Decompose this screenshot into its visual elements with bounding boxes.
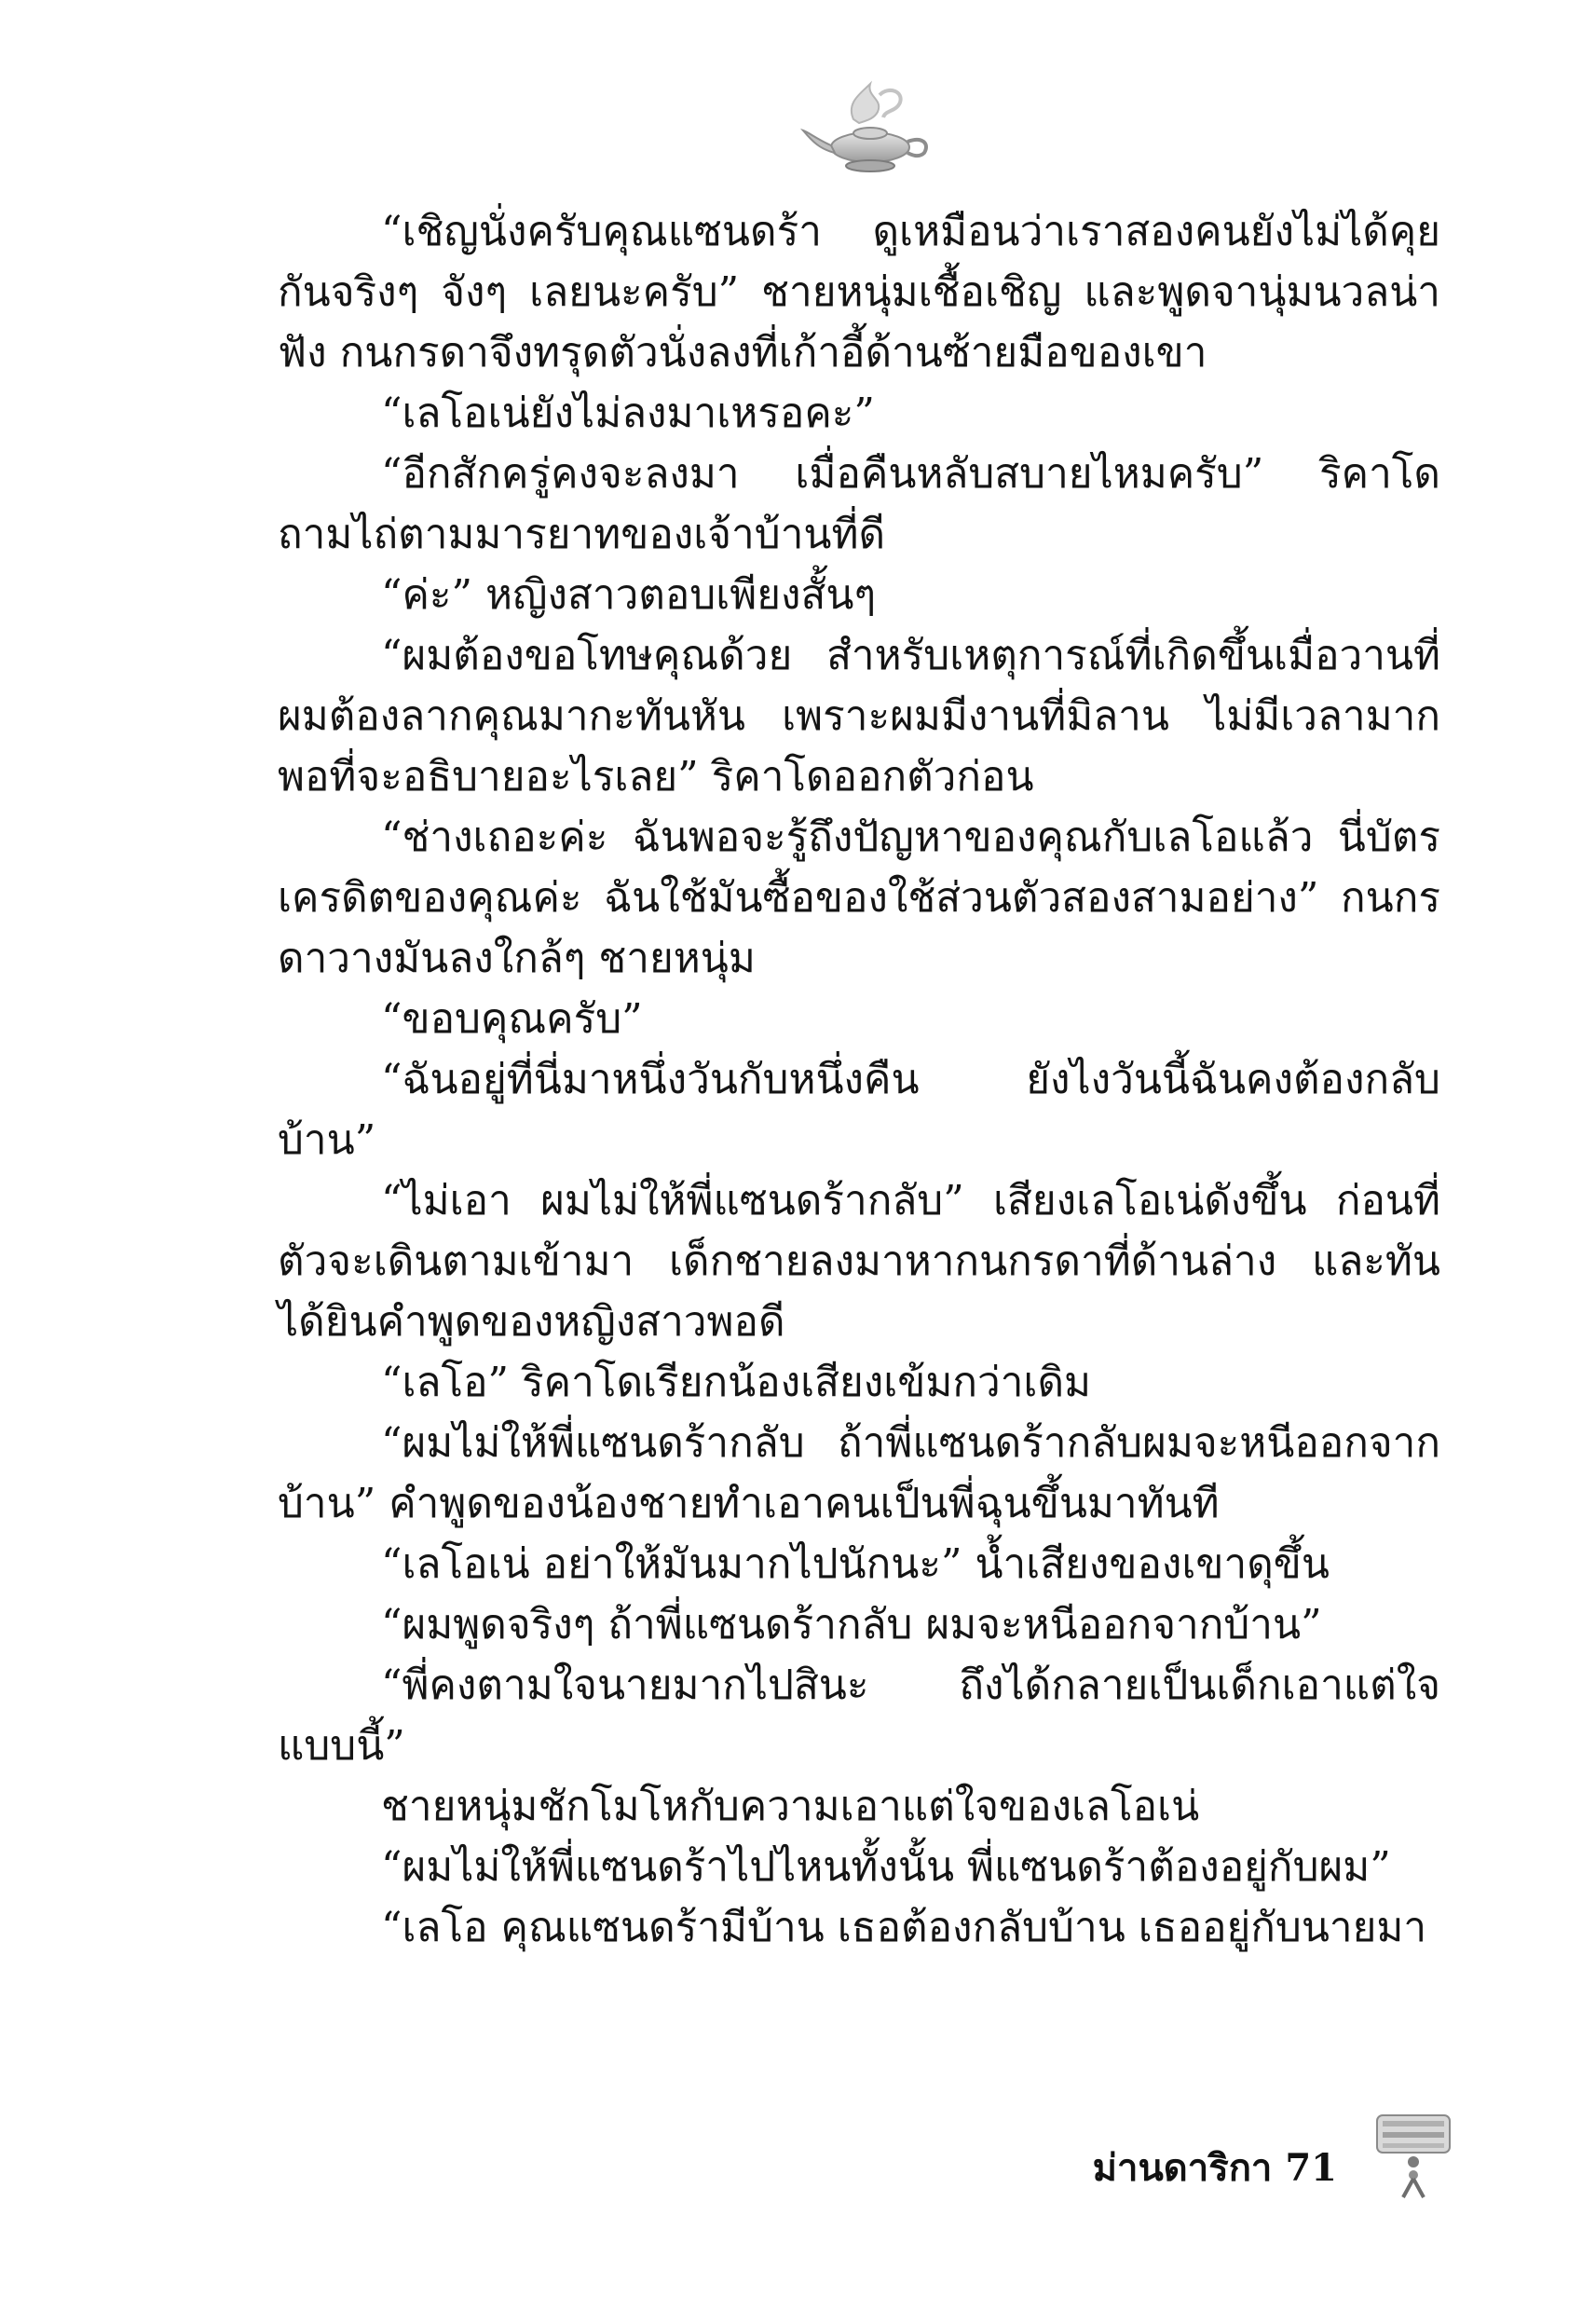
paragraph-2: “เลโอเน่ยังไม่ลงมาเหรอคะ” — [381, 390, 875, 437]
paragraph-17: “เลโอ คุณแซนดร้ามีบ้าน เธอต้องกลับบ้าน เธออยู่กับนายมา — [381, 1904, 1427, 1951]
paragraph-6: “ช่างเถอะค่ะ ฉันพอจะรู้ถึงปัญหาของคุณกับเลโอแล้ว นี่บัตรเครดิตของคุณค่ะ ฉันใช้มันซื้อของใช้ส่วนตัวสองสามอย่าง” กนกรดาวางมันลงใกล้ๆ ชายหนุ่ม — [278, 814, 1440, 982]
bead-ornament-icon — [1371, 2108, 1455, 2201]
paragraph-14: “พี่คงตามใจนายมากไปสินะ ถึงได้กลายเป็นเด็กเอาแต่ใจแบบนี้” — [278, 1661, 1440, 1770]
page-number: 71 — [1285, 2146, 1337, 2190]
book-title: ม่านดาริกา — [1092, 2146, 1273, 2190]
paragraph-7: “ขอบคุณครับ” — [381, 995, 643, 1043]
paragraph-13: “ผมพูดจริงๆ ถ้าพี่แซนดร้ากลับ ผมจะหนีออกจากบ้าน” — [381, 1601, 1322, 1648]
running-footer — [1071, 2138, 1337, 2197]
paragraph-5: “ผมต้องขอโทษคุณด้วย สำหรับเหตุการณ์ที่เกิดขึ้นเมื่อวานที่ผมต้องลากคุณมากะทันหัน เพราะผมมีงานที่มิลาน ไม่มีเวลามากพอที่จะอธิบายอะไรเลย” ริคาโดออกตัวก่อน — [278, 632, 1440, 800]
genie-lamp-icon — [799, 75, 939, 177]
paragraph-9: “ไม่เอา ผมไม่ให้พี่แซนดร้ากลับ” เสียงเลโอเน่ดังขึ้น ก่อนที่ตัวจะเดินตามเข้ามา เด็กชายลงมาหากนกรดาที่ด้านล่าง และทันได้ยินคำพูดของหญิงสาวพอดี — [278, 1177, 1440, 1346]
paragraph-15: ชายหนุ่มชักโมโหกับความเอาแต่ใจของเลโอเน่ — [381, 1783, 1200, 1830]
paragraph-10: “เลโอ” ริคาโดเรียกน้องเสียงเข้มกว่าเดิม — [381, 1359, 1092, 1406]
paragraph-11: “ผมไม่ให้พี่แซนดร้ากลับ ถ้าพี่แซนดร้ากลับผมจะหนีออกจากบ้าน” คำพูดของน้องชายทำเอาคนเป็นพี่ฉุนขึ้นมาทันที — [278, 1419, 1440, 1527]
paragraph-4: “ค่ะ” หญิงสาวตอบเพียงสั้นๆ — [381, 571, 877, 619]
paragraph-8: “ฉันอยู่ที่นี่มาหนึ่งวันกับหนึ่งคืน ยังไงวันนี้ฉันคงต้องกลับบ้าน” — [278, 1056, 1440, 1164]
paragraph-16: “ผมไม่ให้พี่แซนดร้าไปไหนทั้งนั้น พี่แซนดร้าต้องอยู่กับผม” — [381, 1843, 1391, 1891]
paragraph-1: “เชิญนั่งครับคุณแซนดร้า ดูเหมือนว่าเราสองคนยังไม่ได้คุยกันจริงๆ จังๆ เลยนะครับ” ชายหนุ่มเชื้อเชิญ และพูดจานุ่มนวลน่าฟัง กนกรดาจึงทรุดตัวนั่งลงที่เก้าอี้ด้านซ้ายมือของเขา — [278, 208, 1440, 376]
paragraph-3: “อีกสักครู่คงจะลงมา เมื่อคืนหลับสบายไหมครับ” ริคาโดถามไถ่ตามมารยาทของเจ้าบ้านที่ดี — [278, 450, 1440, 558]
story-text — [278, 201, 1440, 1958]
paragraph-12: “เลโอเน่ อย่าให้มันมากไปนักนะ” น้ำเสียงของเขาดุขึ้น — [381, 1540, 1330, 1588]
